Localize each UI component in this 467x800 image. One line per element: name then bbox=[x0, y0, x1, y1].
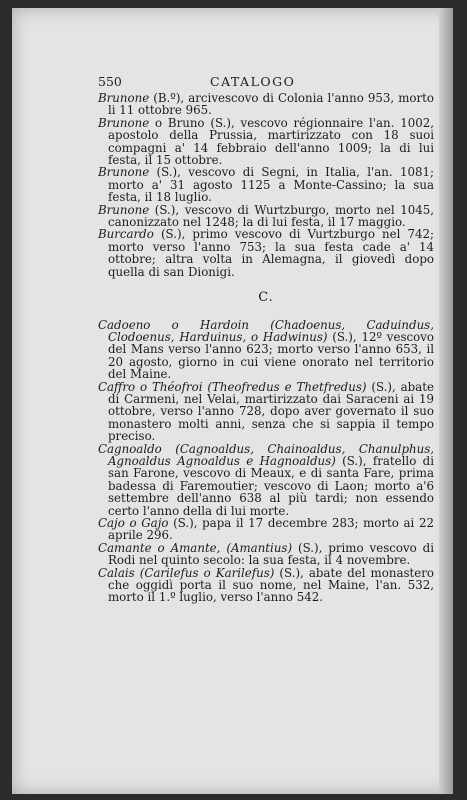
entry-name: Cajo o Gajo bbox=[98, 516, 169, 530]
catalog-text bbox=[98, 92, 434, 604]
entry-text: (S.), vescovo di Segni, in Italia, l'an. 1081; morto a' 31 agosto 1125 a Monte-Cassino; la sua festa, il 18 luglio. bbox=[108, 165, 434, 205]
entry-name: Brunone bbox=[98, 165, 150, 180]
entry-name: Brunone bbox=[98, 91, 150, 105]
entry-text: (S.), fratello di san Farone, vescovo di Meaux, e di santa Fare, prima badessa di Faremoutier; vescovo di Laon; morto a'6 settembre dell'anno 638 al più tardi; non essendo certo l'anno della di lui morte. bbox=[108, 453, 434, 518]
entry-name: Camante o Amante, (Amantius) bbox=[98, 540, 293, 555]
catalog-entry bbox=[98, 228, 434, 278]
entry-text: (S.), vescovo di Wurtzburgo, morto nel 1045, canonizzato nel 1248; la di lui festa, il 17 maggio. bbox=[108, 202, 434, 230]
entry-text: (S.), 12º vescovo del Mans verso l'anno 623; morto verso l'anno 653, il 20 agosto, giorno in cui viene onorato nel territorio del Maine. bbox=[108, 329, 434, 382]
catalog-entry bbox=[98, 166, 434, 203]
catalog-entry bbox=[98, 567, 434, 604]
catalog-entry bbox=[98, 204, 434, 229]
entry-name: Brunone bbox=[98, 202, 150, 217]
entry-text: (B.º), arcivescovo di Colonia l'anno 953, morto li 11 ottobre 965. bbox=[108, 91, 434, 118]
entry-name: Brunone bbox=[98, 115, 150, 130]
catalog-entry bbox=[98, 517, 434, 542]
entry-name: Caffro o Théofroi (Theofredus e Thetfredus) bbox=[98, 379, 367, 394]
section-heading: C. bbox=[258, 290, 274, 306]
entry-text: o Bruno (S.), vescovo régionnaire l'an. 1002, apostolo della Prussia, martirizzato con 18 suoi compagni a' 14 febbraio dell'anno 1009; la di lui festa, il 15 ottobre. bbox=[108, 115, 434, 168]
catalog-entry bbox=[98, 381, 434, 443]
catalog-entry bbox=[98, 117, 434, 167]
catalog-entry bbox=[98, 542, 434, 567]
catalog-entry bbox=[98, 92, 434, 117]
entry-text: (S.), abate di Carmeni, nel Velai, martirizzato dai Saraceni ai 19 ottobre, verso l'anno 728, dopo aver governato il suo monastero molti anni, senza che si sappia il tempo preciso. bbox=[108, 379, 434, 444]
running-head bbox=[98, 74, 390, 90]
catalog-entry bbox=[98, 319, 434, 381]
page-edge-shadow bbox=[439, 8, 453, 794]
entry-name: Burcardo bbox=[98, 227, 154, 242]
entry-text: (S.), papa il 17 decembre 283; morto ai 22 aprile 296. bbox=[108, 516, 434, 543]
entry-text: (S.), primo vescovo di Rodi nel quinto secolo: la sua festa, il 4 novembre. bbox=[108, 540, 434, 568]
entry-name: Cadoeno o Hardoin (Chadoenus, Caduindus, Clodoenus, Harduinus, o Hadwinus) bbox=[98, 317, 434, 344]
entry-name: Cagnoaldo (Cagnoaldus, Chainoaldus, Chanulphus, Agnoaldus Agnoaldus e Hagnoaldus) bbox=[98, 441, 434, 468]
running-title: CATALOGO bbox=[210, 74, 296, 89]
catalog-entry bbox=[98, 443, 434, 517]
entry-name: Calais (Carilefus o Karilefus) bbox=[98, 565, 275, 580]
entry-text: (S.), abate del monastero che oggidì porta il suo nome, nel Maine, l'an. 532, morto il 1.º luglio, verso l'anno 542. bbox=[108, 565, 434, 605]
entry-text: (S.), primo vescovo di Vurtzburgo nel 742; morto verso l'anno 753; la sua festa cade a' 14 ottobre; altra volta in Alemagna, il giovedì dopo quella di san Dionigi. bbox=[108, 227, 434, 279]
page-number: 550 bbox=[98, 74, 122, 89]
